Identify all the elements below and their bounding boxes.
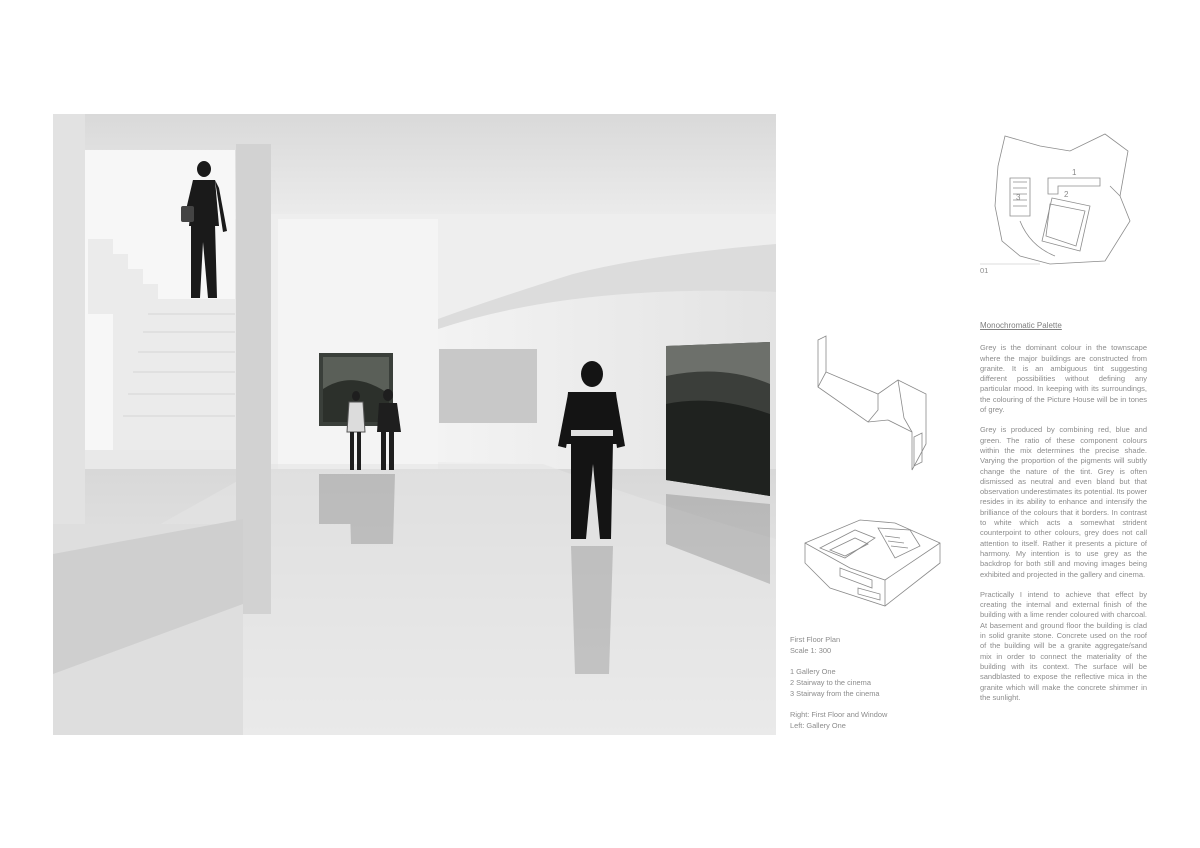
plan-room-label-3: 3 <box>1016 193 1021 202</box>
caption-key-2: 2 Stairway to the cinema <box>790 678 871 687</box>
gallery-photo <box>53 114 776 735</box>
isometric-building-drawing <box>800 508 950 613</box>
paragraph-2: Grey is produced by combining red, blue and green. The ratio of these component colours within the mix determines the precise shade. Varying the proportion of the pigments will subtly change the nature of the tint. Grey is often dismissed as neutral and even bland but that observation underestimates its potential. Its power resides in its ability to enhance and intensify the brilliance of the colours that it borders. In contrast to white which acts a somewhat strident counterpoint to other colours, grey does not call attention to itself. Rather it presents a picture of harmony. My intention is to use grey as the backdrop for both still and moving images being exhibited and projected in the gallery and cinema. <box>980 425 1147 579</box>
paragraph-3: Practically I intend to achieve that effect by creating the internal and external finish of the building with a lime render coloured with charcoal. At basement and ground floor the building is clad in solid granite stone. Concrete used on the roof of the building will be a granite aggregate/sand mix in order to connect the materiality of the building with its context. The surface will be sandblasted to expose the reflective mica in the granite which will make the concrete shimmer in the sunlight. <box>980 589 1147 702</box>
isometric-window-drawing <box>808 332 938 477</box>
plan-room-label-1: 1 <box>1072 168 1077 177</box>
plan-svg <box>980 126 1140 271</box>
section-heading: Monochromatic Palette <box>980 321 1062 330</box>
gallery-scene <box>53 114 776 735</box>
isometric-window-svg <box>808 332 938 477</box>
paragraph-1: Grey is the dominant colour in the townscape where the major buildings are constructed from granite. It is an ambiguous tint suggesting different possibilities without defining any particular mood. In keeping with its surroundings, the colouring of the Picture House will be in tones of grey. <box>980 343 1147 415</box>
text-column <box>980 321 1147 713</box>
isometric-building-svg <box>800 508 950 613</box>
first-floor-plan-drawing <box>980 126 1140 271</box>
plan-number: 01 <box>980 266 989 275</box>
caption-key-1: 1 Gallery One <box>790 667 836 676</box>
caption-title: First Floor Plan <box>790 635 841 644</box>
caption-key-3: 3 Stairway from the cinema <box>790 689 880 698</box>
caption-right: Right: First Floor and Window <box>790 710 888 719</box>
caption-left: Left: Gallery One <box>790 721 846 730</box>
drawing-caption <box>790 634 960 731</box>
caption-scale: Scale 1: 300 <box>790 646 832 655</box>
plan-room-label-2: 2 <box>1064 190 1069 199</box>
